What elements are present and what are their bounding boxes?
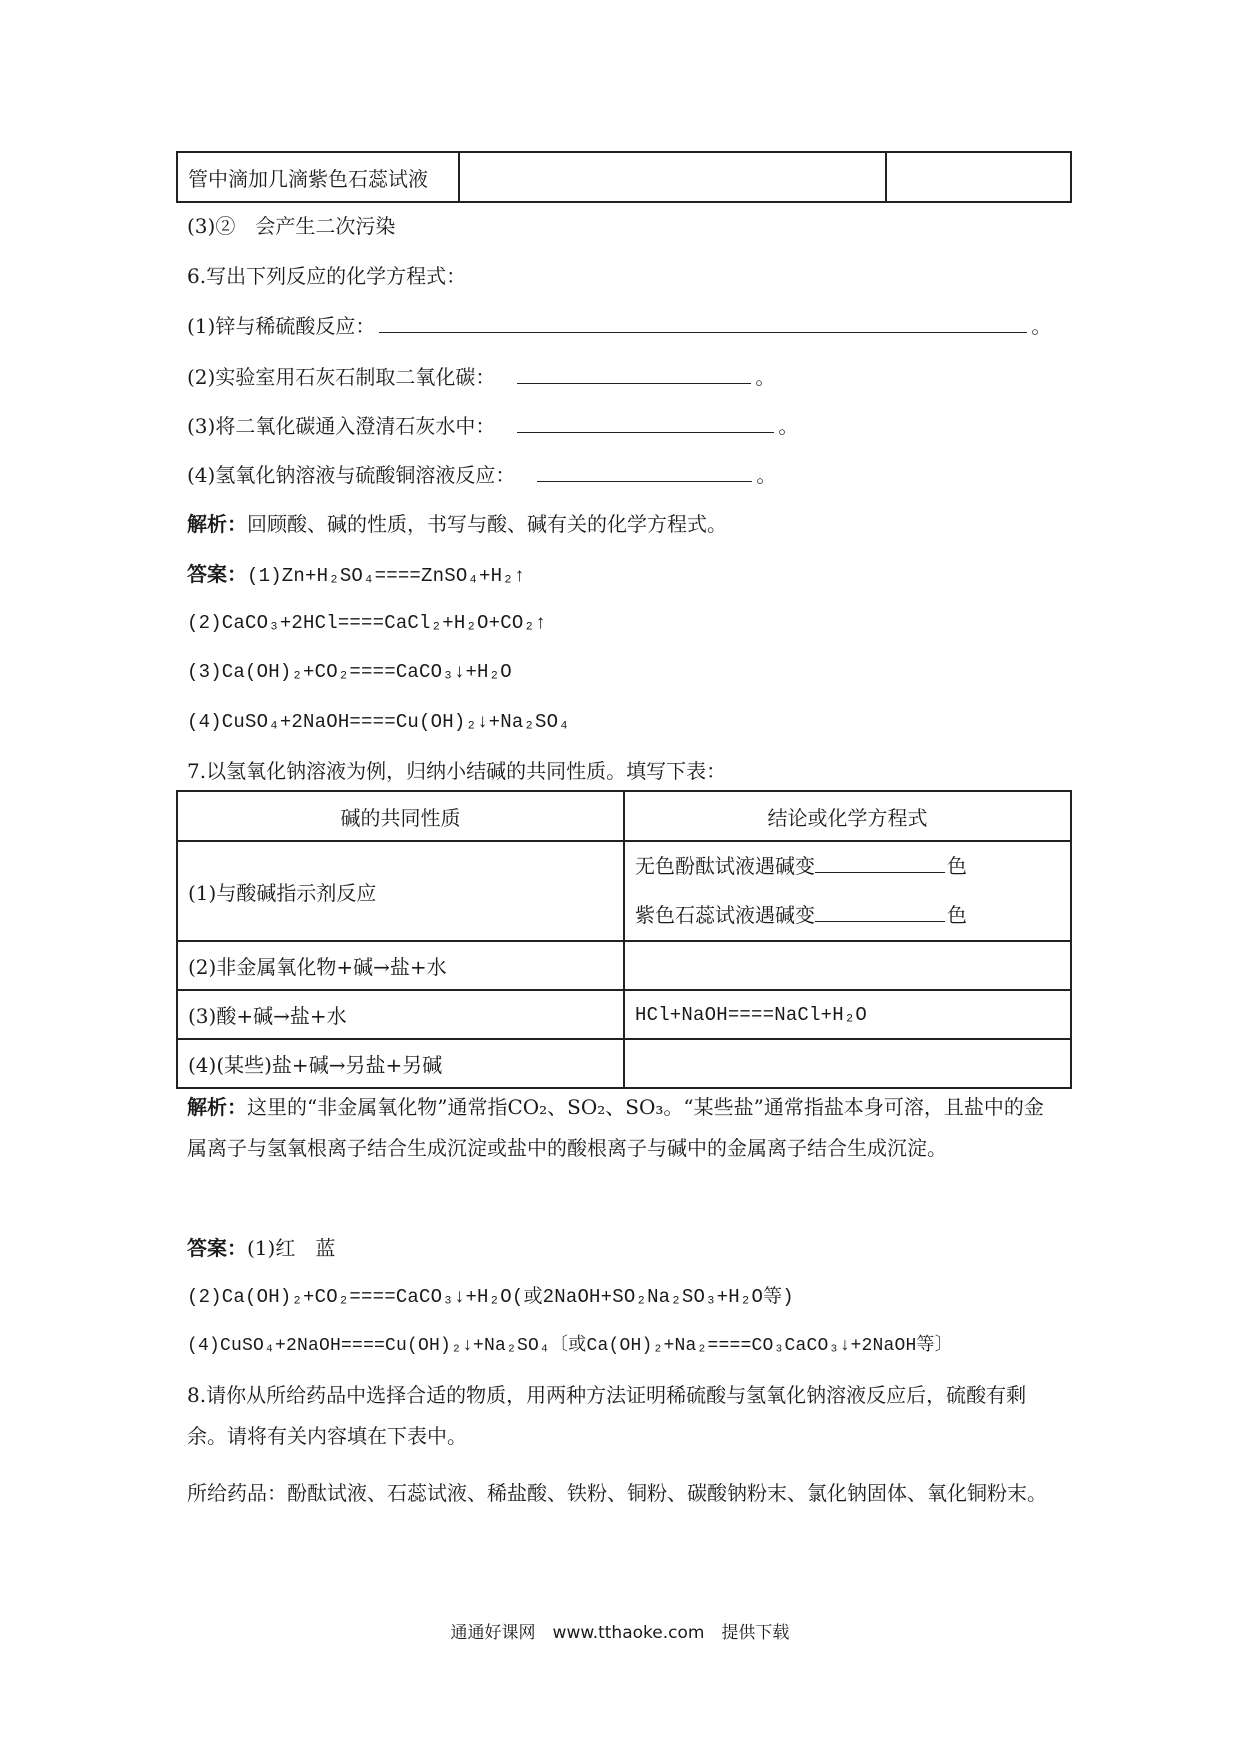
end-mark: 。 bbox=[755, 365, 776, 389]
end-mark: 。 bbox=[778, 414, 799, 438]
top-table-cell: 管中滴加几滴紫色石蕊试液 bbox=[177, 152, 459, 202]
q6-answer-1 bbox=[187, 559, 525, 591]
q6-item-label: (4)氢氧化钠溶液与硫酸铜溶液反应： bbox=[187, 463, 516, 487]
q7-analysis bbox=[187, 1087, 1057, 1169]
table-cell: (3)酸+碱→盐+水 bbox=[177, 990, 624, 1039]
page-footer: 通通好课网 www.tthaoke.com 提供下载 bbox=[450, 1623, 790, 1643]
q7-title: 7.以氢氧化钠溶液为例，归纳小结碱的共同性质。填写下表： bbox=[187, 759, 727, 783]
analysis-text: 这里的“非金属氧化物”通常指CO₂、SO₂、SO₃。“某些盐”通常指盐本身可溶，且盐中的金属离子与氢氧根离子结合生成沉淀或盐中的酸根离子与碱中的金属离子结合生成沉淀。 bbox=[187, 1095, 1044, 1160]
analysis-label: 解析： bbox=[187, 512, 247, 536]
answer-blank bbox=[815, 850, 945, 873]
table-header: 碱的共同性质 bbox=[177, 791, 624, 841]
q7-answer-1 bbox=[187, 1233, 335, 1263]
table-cell bbox=[624, 941, 1071, 990]
answer-blank bbox=[537, 459, 752, 482]
q6-item-label: (2)实验室用石灰石制取二氧化碳： bbox=[187, 365, 496, 389]
q6-answer-2: (2)CaCO₃+2HCl====CaCl₂+H₂O+CO₂↑ bbox=[187, 612, 547, 634]
q6-item-1 bbox=[187, 310, 1051, 341]
answer-blank bbox=[815, 899, 945, 922]
answer-blank bbox=[517, 361, 751, 384]
q7-table bbox=[176, 790, 1072, 1089]
table-cell bbox=[624, 841, 1071, 941]
end-mark: 。 bbox=[756, 463, 777, 487]
q6-title: 6.写出下列反应的化学方程式： bbox=[187, 264, 467, 288]
answer-label: 答案： bbox=[187, 1236, 247, 1260]
table-cell: HCl+NaOH====NaCl+H₂O bbox=[624, 990, 1071, 1039]
q6-item-label: (3)将二氧化碳通入澄清石灰水中： bbox=[187, 414, 496, 438]
table-header: 结论或化学方程式 bbox=[624, 791, 1071, 841]
answer-blank bbox=[379, 310, 1027, 333]
answer-text: (1)红 蓝 bbox=[247, 1236, 336, 1260]
top-table-cell bbox=[886, 152, 1071, 202]
q8-title: 8.请你从所给药品中选择合适的物质，用两种方法证明稀硫酸与氢氧化钠溶液反应后，硫酸有剩余。请将有关内容填在下表中。 bbox=[187, 1383, 1027, 1448]
answer-line-3-2: (3)② 会产生二次污染 bbox=[187, 214, 396, 238]
q6-answer-4: (4)CuSO₄+2NaOH====Cu(OH)₂↓+Na₂SO₄ bbox=[187, 711, 570, 733]
equation: (1)Zn+H₂SO₄====ZnSO₄+H₂↑ bbox=[247, 565, 526, 587]
top-table-cell bbox=[459, 152, 886, 202]
table-cell bbox=[624, 1039, 1071, 1088]
q6-answer-3: (3)Ca(OH)₂+CO₂====CaCO₃↓+H₂O bbox=[187, 661, 512, 683]
q6-item-2 bbox=[187, 361, 775, 392]
q7-answer-2: (2)Ca(OH)₂+CO₂====CaCO₃↓+H₂O(或2NaOH+SO₂Na₂SO₃+H₂O等) bbox=[187, 1286, 794, 1308]
answer-blank bbox=[517, 410, 774, 433]
q7-answer-4: (4)CuSO₄+2NaOH====Cu(OH)₂↓+Na₂SO₄〔或Ca(OH)₂+Na₂====CO₃CaCO₃↓+2NaOH等〕 bbox=[187, 1336, 953, 1356]
indicator-line: 紫色石蕊试液遇碱变 色 bbox=[635, 891, 1060, 940]
q6-item-4 bbox=[187, 459, 776, 490]
indicator-line: 无色酚酞试液遇碱变 色 bbox=[635, 842, 1060, 891]
table-cell: (1)与酸碱指示剂反应 bbox=[177, 841, 624, 941]
answer-label: 答案： bbox=[187, 562, 247, 586]
analysis-text: 回顾酸、碱的性质，书写与酸、碱有关的化学方程式。 bbox=[247, 512, 727, 536]
q8-reagents: 所给药品：酚酞试液、石蕊试液、稀盐酸、铁粉、铜粉、碳酸钠粉末、氯化钠固体、氧化铜粉末。 bbox=[187, 1481, 1047, 1505]
q6-item-3 bbox=[187, 410, 798, 441]
top-table bbox=[176, 151, 1072, 203]
end-mark: 。 bbox=[1031, 314, 1052, 338]
q6-analysis bbox=[187, 509, 727, 539]
table-cell: (2)非金属氧化物+碱→盐+水 bbox=[177, 941, 624, 990]
analysis-label: 解析： bbox=[187, 1095, 247, 1119]
table-cell: (4)(某些)盐+碱→另盐+另碱 bbox=[177, 1039, 624, 1088]
q6-item-label: (1)锌与稀硫酸反应： bbox=[187, 314, 376, 338]
